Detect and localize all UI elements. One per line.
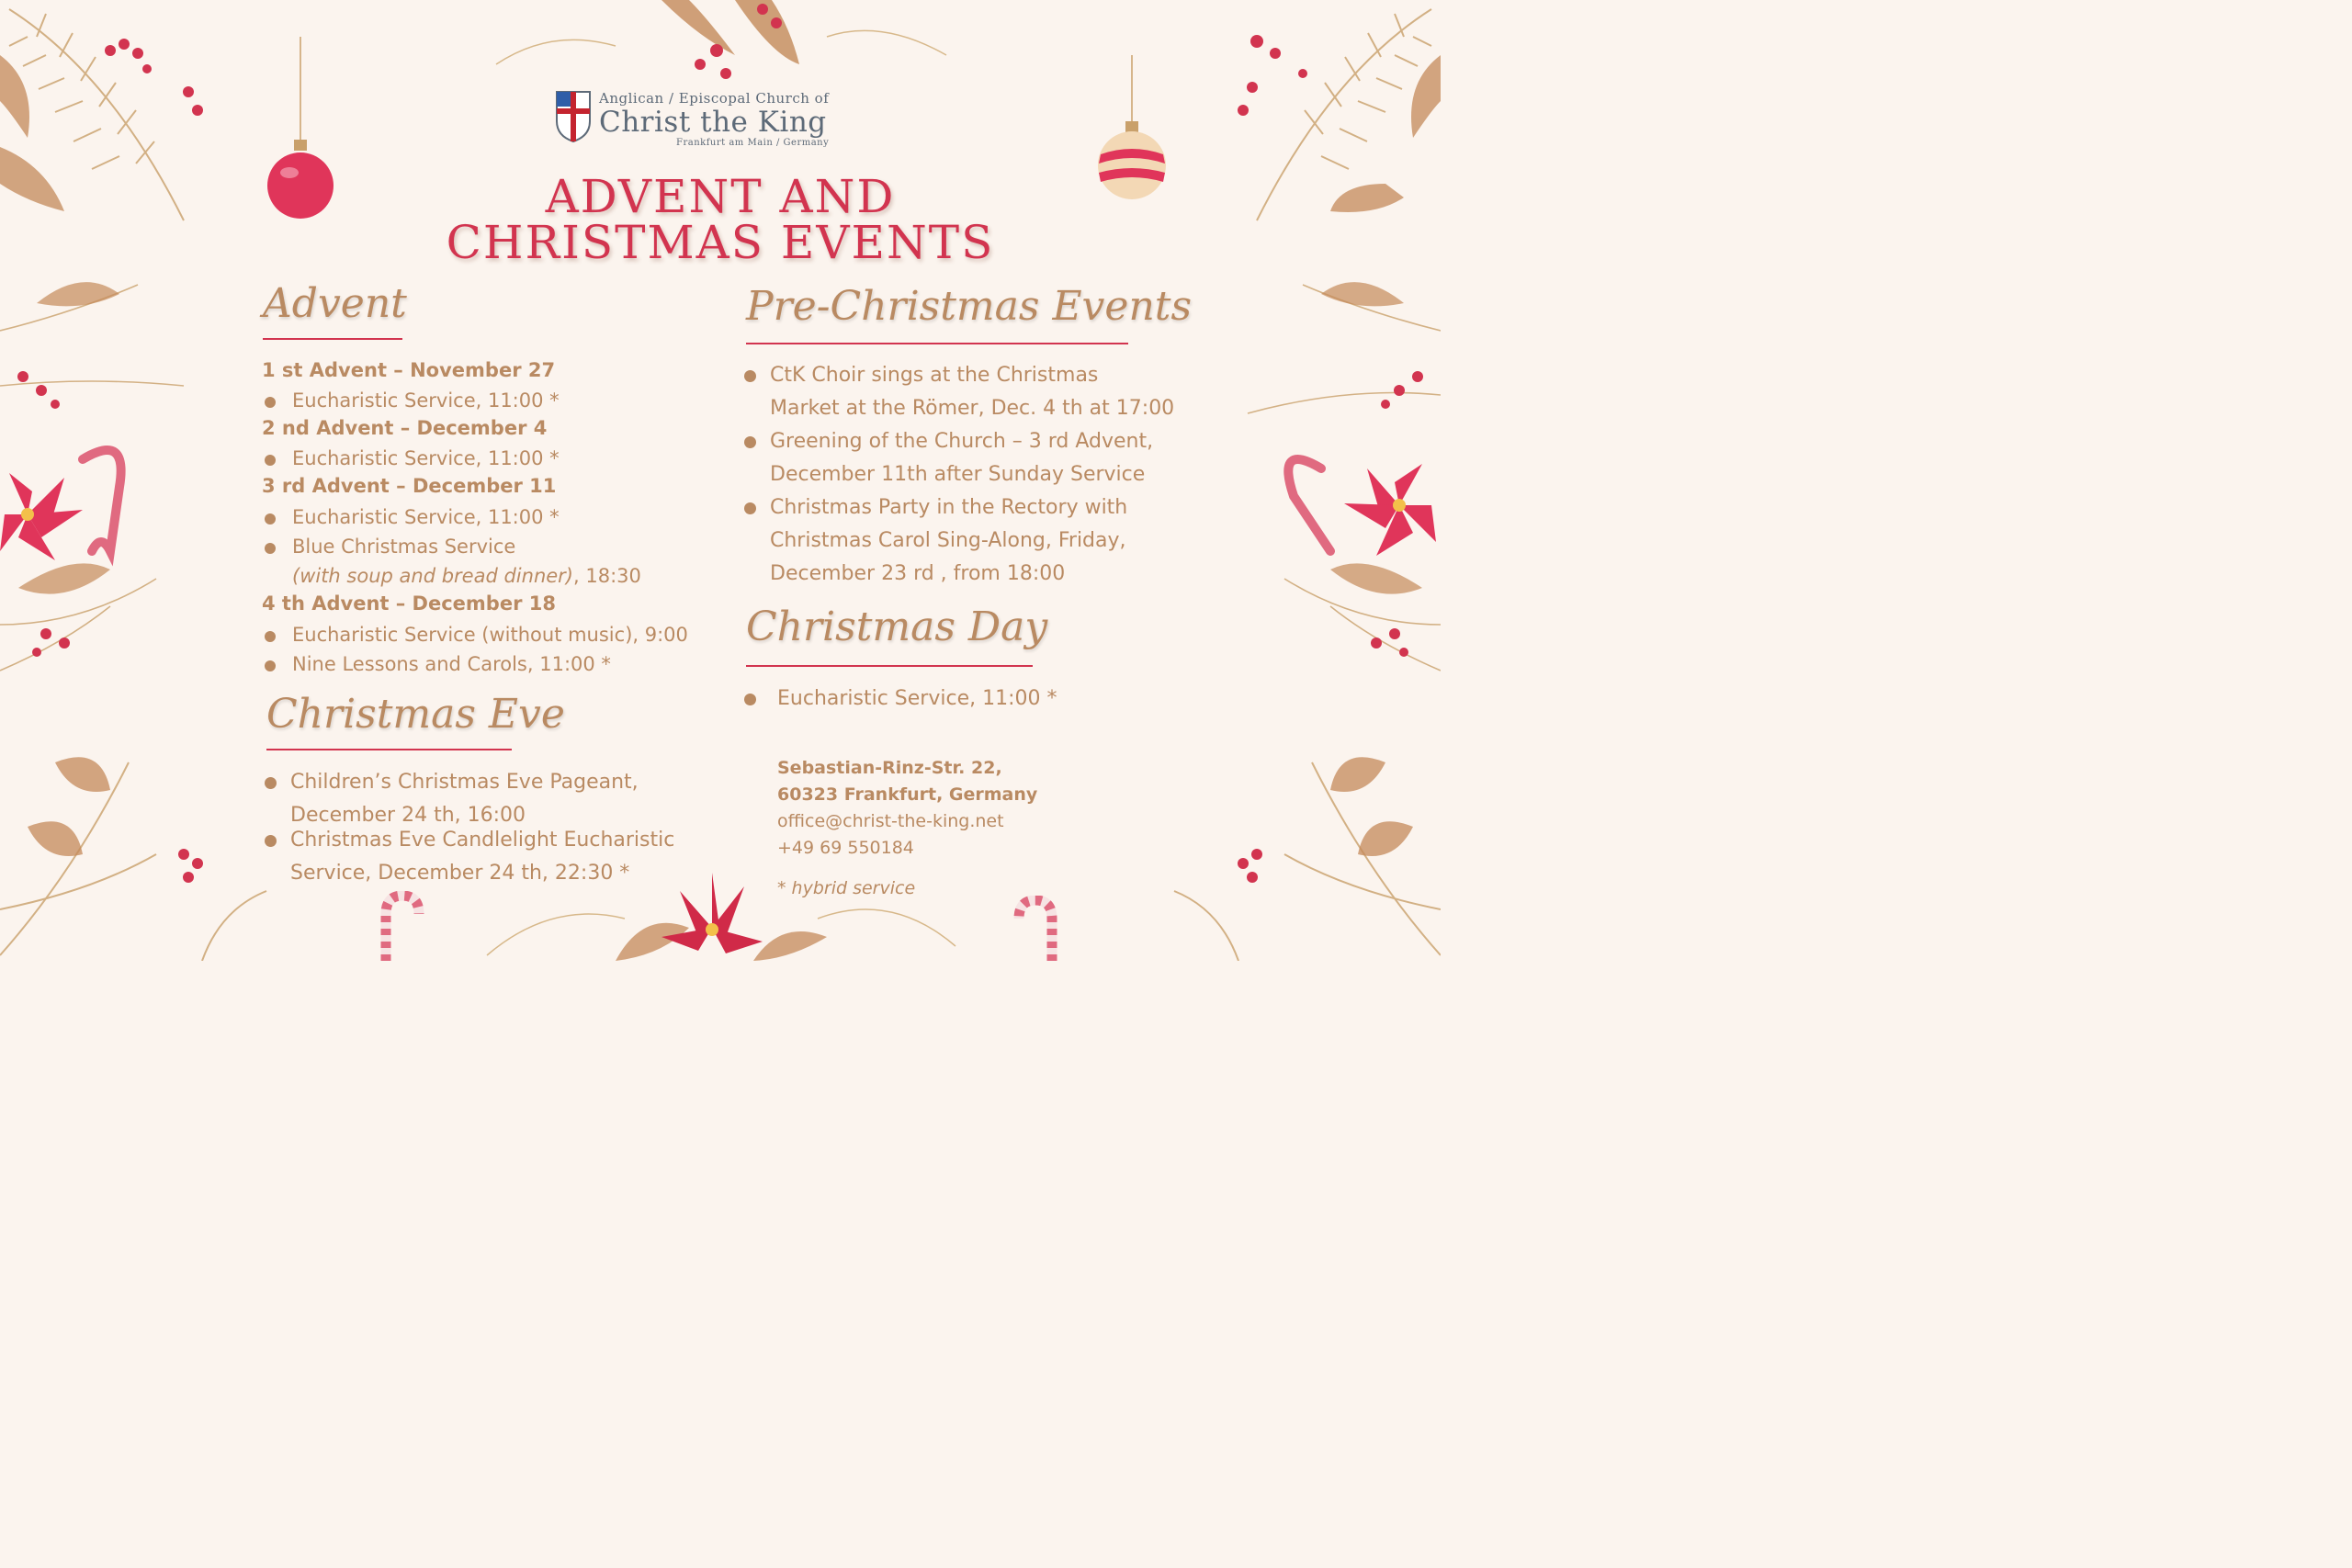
- right-poinsettia-cluster: [1220, 276, 1441, 716]
- bullet-icon: [265, 777, 277, 789]
- episcopal-shield-icon: [555, 90, 592, 143]
- bullet-icon: [265, 631, 276, 642]
- christmas-eve-item-1: Children’s Christmas Eve Pageant, December 24 th, 16:00: [290, 766, 639, 832]
- pre-christmas-heading: Pre-Christmas Events: [746, 283, 1193, 330]
- pre-christmas-heading-underline: [746, 343, 1128, 344]
- hybrid-service-note: * hybrid service: [777, 878, 916, 898]
- bullet-icon: [744, 694, 756, 705]
- page-title-line1: ADVENT AND: [545, 170, 896, 223]
- pre-christmas-item-3: Christmas Party in the Rectory with Christmas Carol Sing-Along, Friday, December 23 rd , from 18:00: [770, 491, 1127, 591]
- advent-heading-underline: [263, 338, 402, 340]
- christmas-day-heading: Christmas Day: [746, 604, 1048, 650]
- contact-phone[interactable]: +49 69 550184: [777, 838, 914, 858]
- top-center-leaves: [478, 0, 965, 92]
- pre-christmas-item-1: CtK Choir sings at the Christmas Market at the Römer, Dec. 4 th at 17:00: [770, 359, 1174, 425]
- contact-email[interactable]: office@christ-the-king.net: [777, 811, 1004, 831]
- advent-week-2-date: 2 nd Advent – December 4: [262, 417, 548, 439]
- advent-week-3-date: 3 rd Advent – December 11: [262, 475, 557, 497]
- advent-week-4-item-1: Eucharistic Service (without music), 9:00: [292, 621, 688, 649]
- advent-week-1-item-1: Eucharistic Service, 11:00 *: [292, 387, 560, 414]
- bullet-icon: [744, 370, 756, 382]
- bullet-icon: [744, 502, 756, 514]
- logo-church-name: Christ the King: [599, 106, 827, 139]
- bottom-right-foliage: [1165, 726, 1441, 961]
- address-city: 60323 Frankfurt, Germany: [777, 784, 1038, 805]
- contact-block: [777, 755, 1037, 862]
- bullet-icon: [265, 835, 277, 847]
- left-poinsettia-cluster: [0, 276, 220, 716]
- blue-christmas-note: (with soup and bread dinner), 18:30: [292, 565, 641, 587]
- pre-christmas-item-2: Greening of the Church – 3 rd Advent, December 11th after Sunday Service: [770, 425, 1153, 491]
- christmas-eve-heading-underline: [266, 749, 512, 750]
- page-title-line2: CHRISTMAS EVENTS: [446, 216, 995, 269]
- church-logo: [555, 90, 829, 148]
- christmas-eve-item-2: Christmas Eve Candlelight Eucharistic Service, December 24 th, 22:30 *: [290, 824, 674, 890]
- bottom-left-foliage: [0, 726, 276, 961]
- advent-week-1-date: 1 st Advent – November 27: [262, 359, 556, 381]
- logo-location: Frankfurt am Main / Germany: [676, 138, 830, 148]
- address-street: Sebastian-Rinz-Str. 22,: [777, 758, 1002, 778]
- christmas-eve-heading: Christmas Eve: [266, 691, 565, 738]
- bullet-icon: [265, 513, 276, 525]
- advent-week-4-date: 4 th Advent – December 18: [262, 592, 556, 615]
- bullet-icon: [265, 660, 276, 671]
- advent-week-4-item-2: Nine Lessons and Carols, 11:00 *: [292, 650, 611, 678]
- bullet-icon: [744, 436, 756, 448]
- candy-cane-bottom-right: [1006, 896, 1070, 961]
- christmas-day-heading-underline: [746, 665, 1033, 667]
- advent-heading: Advent: [263, 280, 407, 327]
- advent-week-3-item-1: Eucharistic Service, 11:00 *: [292, 503, 560, 531]
- candy-cane-bottom-left: [368, 891, 432, 961]
- logo-subtitle: Anglican / Episcopal Church of: [599, 90, 830, 107]
- christmas-day-item-1: Eucharistic Service, 11:00 *: [777, 682, 1057, 716]
- advent-week-3-item-2: Blue Christmas Service: [292, 533, 515, 560]
- bullet-icon: [265, 455, 276, 466]
- advent-week-2-item-1: Eucharistic Service, 11:00 *: [292, 445, 560, 472]
- bullet-icon: [265, 543, 276, 554]
- bullet-icon: [265, 397, 276, 408]
